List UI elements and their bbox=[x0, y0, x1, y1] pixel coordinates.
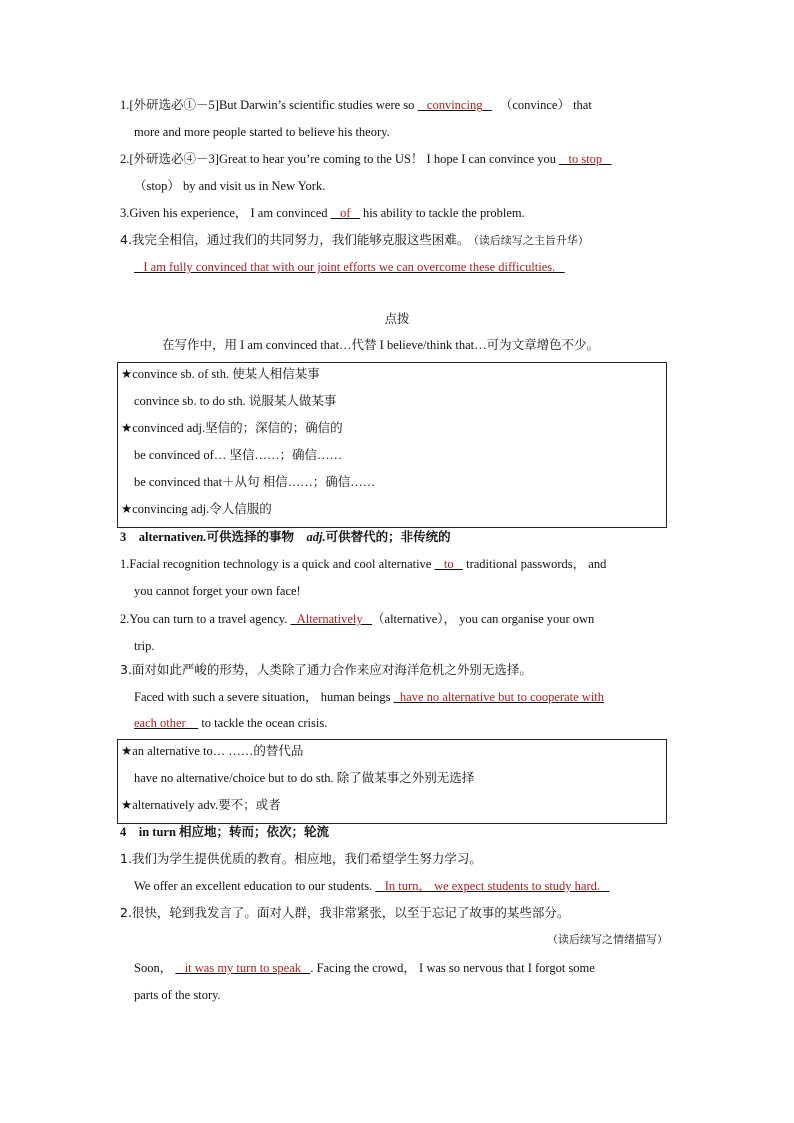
box1-item: ★convinced adj.坚信的；深信的；确信的 bbox=[121, 421, 343, 435]
q4-line bbox=[120, 232, 589, 249]
q2-answer: to stop bbox=[568, 152, 603, 166]
q1-hint: （convince） that bbox=[499, 98, 592, 112]
s4-q1-text: 1.我们为学生提供优质的教育。相应地，我们希望学生努力学习。 bbox=[120, 851, 482, 866]
s4-q1-answer: In turn， we expect students to study hard. bbox=[384, 879, 601, 893]
q3-line bbox=[120, 205, 525, 221]
q2-continued: （stop） by and visit us in New York. bbox=[134, 179, 326, 193]
box2-item: ★an alternative to… ……的替代品 bbox=[121, 744, 304, 758]
s4-q2-answer: it was my turn to speak bbox=[184, 961, 302, 975]
section4-heading: 4 in turn 相应地；转而；依次；轮流 bbox=[120, 824, 330, 839]
s3-q2-continued: trip. bbox=[134, 639, 155, 653]
s3-q3-line: Faced with such a severe situation， human beings have no alternative but to cooperate with bbox=[134, 690, 605, 704]
s4-q2-tag: （读后续写之情绪描写） bbox=[547, 933, 668, 946]
box1-item: ★convincing adj.令人信服的 bbox=[121, 502, 272, 516]
q3-rest: his ability to tackle the problem. bbox=[359, 206, 525, 220]
q2-line bbox=[120, 151, 612, 167]
s4-q2-line: Soon， it was my turn to speak . Facing the crowd， I was so nervous that I forgot some bbox=[134, 961, 595, 975]
s3-q3-answer-cont: each other bbox=[134, 716, 186, 730]
s3-q2-answer: Alternatively bbox=[296, 612, 363, 626]
box2-item: have no alternative/choice but to do sth. 除了做某事之外别无选择 bbox=[134, 771, 475, 785]
s3-q1-continued: you cannot forget your own face! bbox=[134, 584, 301, 598]
s3-q1-answer: to bbox=[443, 557, 454, 571]
q3-text: 3.Given his experience， I am convinced bbox=[120, 206, 331, 220]
vocab-box-convince bbox=[117, 362, 667, 528]
box1-item: be convinced that＋从句 相信……；确信…… bbox=[134, 475, 376, 489]
tip-text: 在写作中，用 I am convinced that…代替 I believe/think that…可为文章增色不少。 bbox=[162, 338, 600, 352]
s3-q2-line: 2.You can turn to a travel agency. Alternatively （alternative）， you can organise your own bbox=[120, 612, 595, 626]
q4-answer-line bbox=[134, 259, 565, 275]
q1-continued: more and more people started to believe his theory. bbox=[134, 125, 390, 139]
box1-item: ★convince sb. of sth. 使某人相信某事 bbox=[121, 367, 320, 381]
q3-answer: of bbox=[340, 206, 351, 220]
q4-answer: I am fully convinced that with our joint efforts we can overcome these difficulties. bbox=[143, 260, 556, 274]
s4-q2-text: 2.很快，轮到我发言了。面对人群，我非常紧张，以至于忘记了故事的某些部分。 bbox=[120, 905, 570, 920]
q2-text: 2.[外研选必④－3]Great to hear you’re coming to the US！ I hope I can convince you bbox=[120, 152, 560, 166]
s3-q1-line: 1.Facial recognition technology is a quick and cool alternative to traditional passwords， and bbox=[120, 557, 607, 571]
s4-q1-line: We offer an excellent education to our students. In turn， we expect students to study hard. bbox=[134, 878, 609, 894]
s3-q3-continued: each other to tackle the ocean crisis. bbox=[134, 716, 328, 730]
s3-q3-text: 3.面对如此严峻的形势，人类除了通力合作来应对海洋危机之外别无选择。 bbox=[120, 662, 532, 677]
q4-tag: （读后续写之主旨升华） bbox=[473, 234, 589, 247]
box2-item: ★alternatively adv.要不；或者 bbox=[121, 798, 281, 812]
q1-answer: convincing bbox=[426, 98, 483, 112]
q1-text: 1.[外研选必①－5]But Darwin’s scientific studies were so bbox=[120, 98, 418, 112]
s4-q2-continued: parts of the story. bbox=[134, 988, 221, 1002]
tip-title: 点拨 bbox=[384, 311, 410, 326]
s3-q3-answer: have no alternative but to cooperate with bbox=[399, 690, 605, 704]
q1-line bbox=[120, 97, 592, 113]
box1-item: be convinced of… 坚信……；确信…… bbox=[134, 448, 342, 462]
section3-heading: 3 alternativen.可供选择的事物 adj.可供替代的；非传统的 bbox=[120, 529, 451, 544]
vocab-box-alternative bbox=[117, 739, 667, 824]
q4-text: 4.我完全相信，通过我们的共同努力，我们能够克服这些困难。 bbox=[120, 232, 470, 247]
box1-item: convince sb. to do sth. 说服某人做某事 bbox=[134, 394, 337, 408]
